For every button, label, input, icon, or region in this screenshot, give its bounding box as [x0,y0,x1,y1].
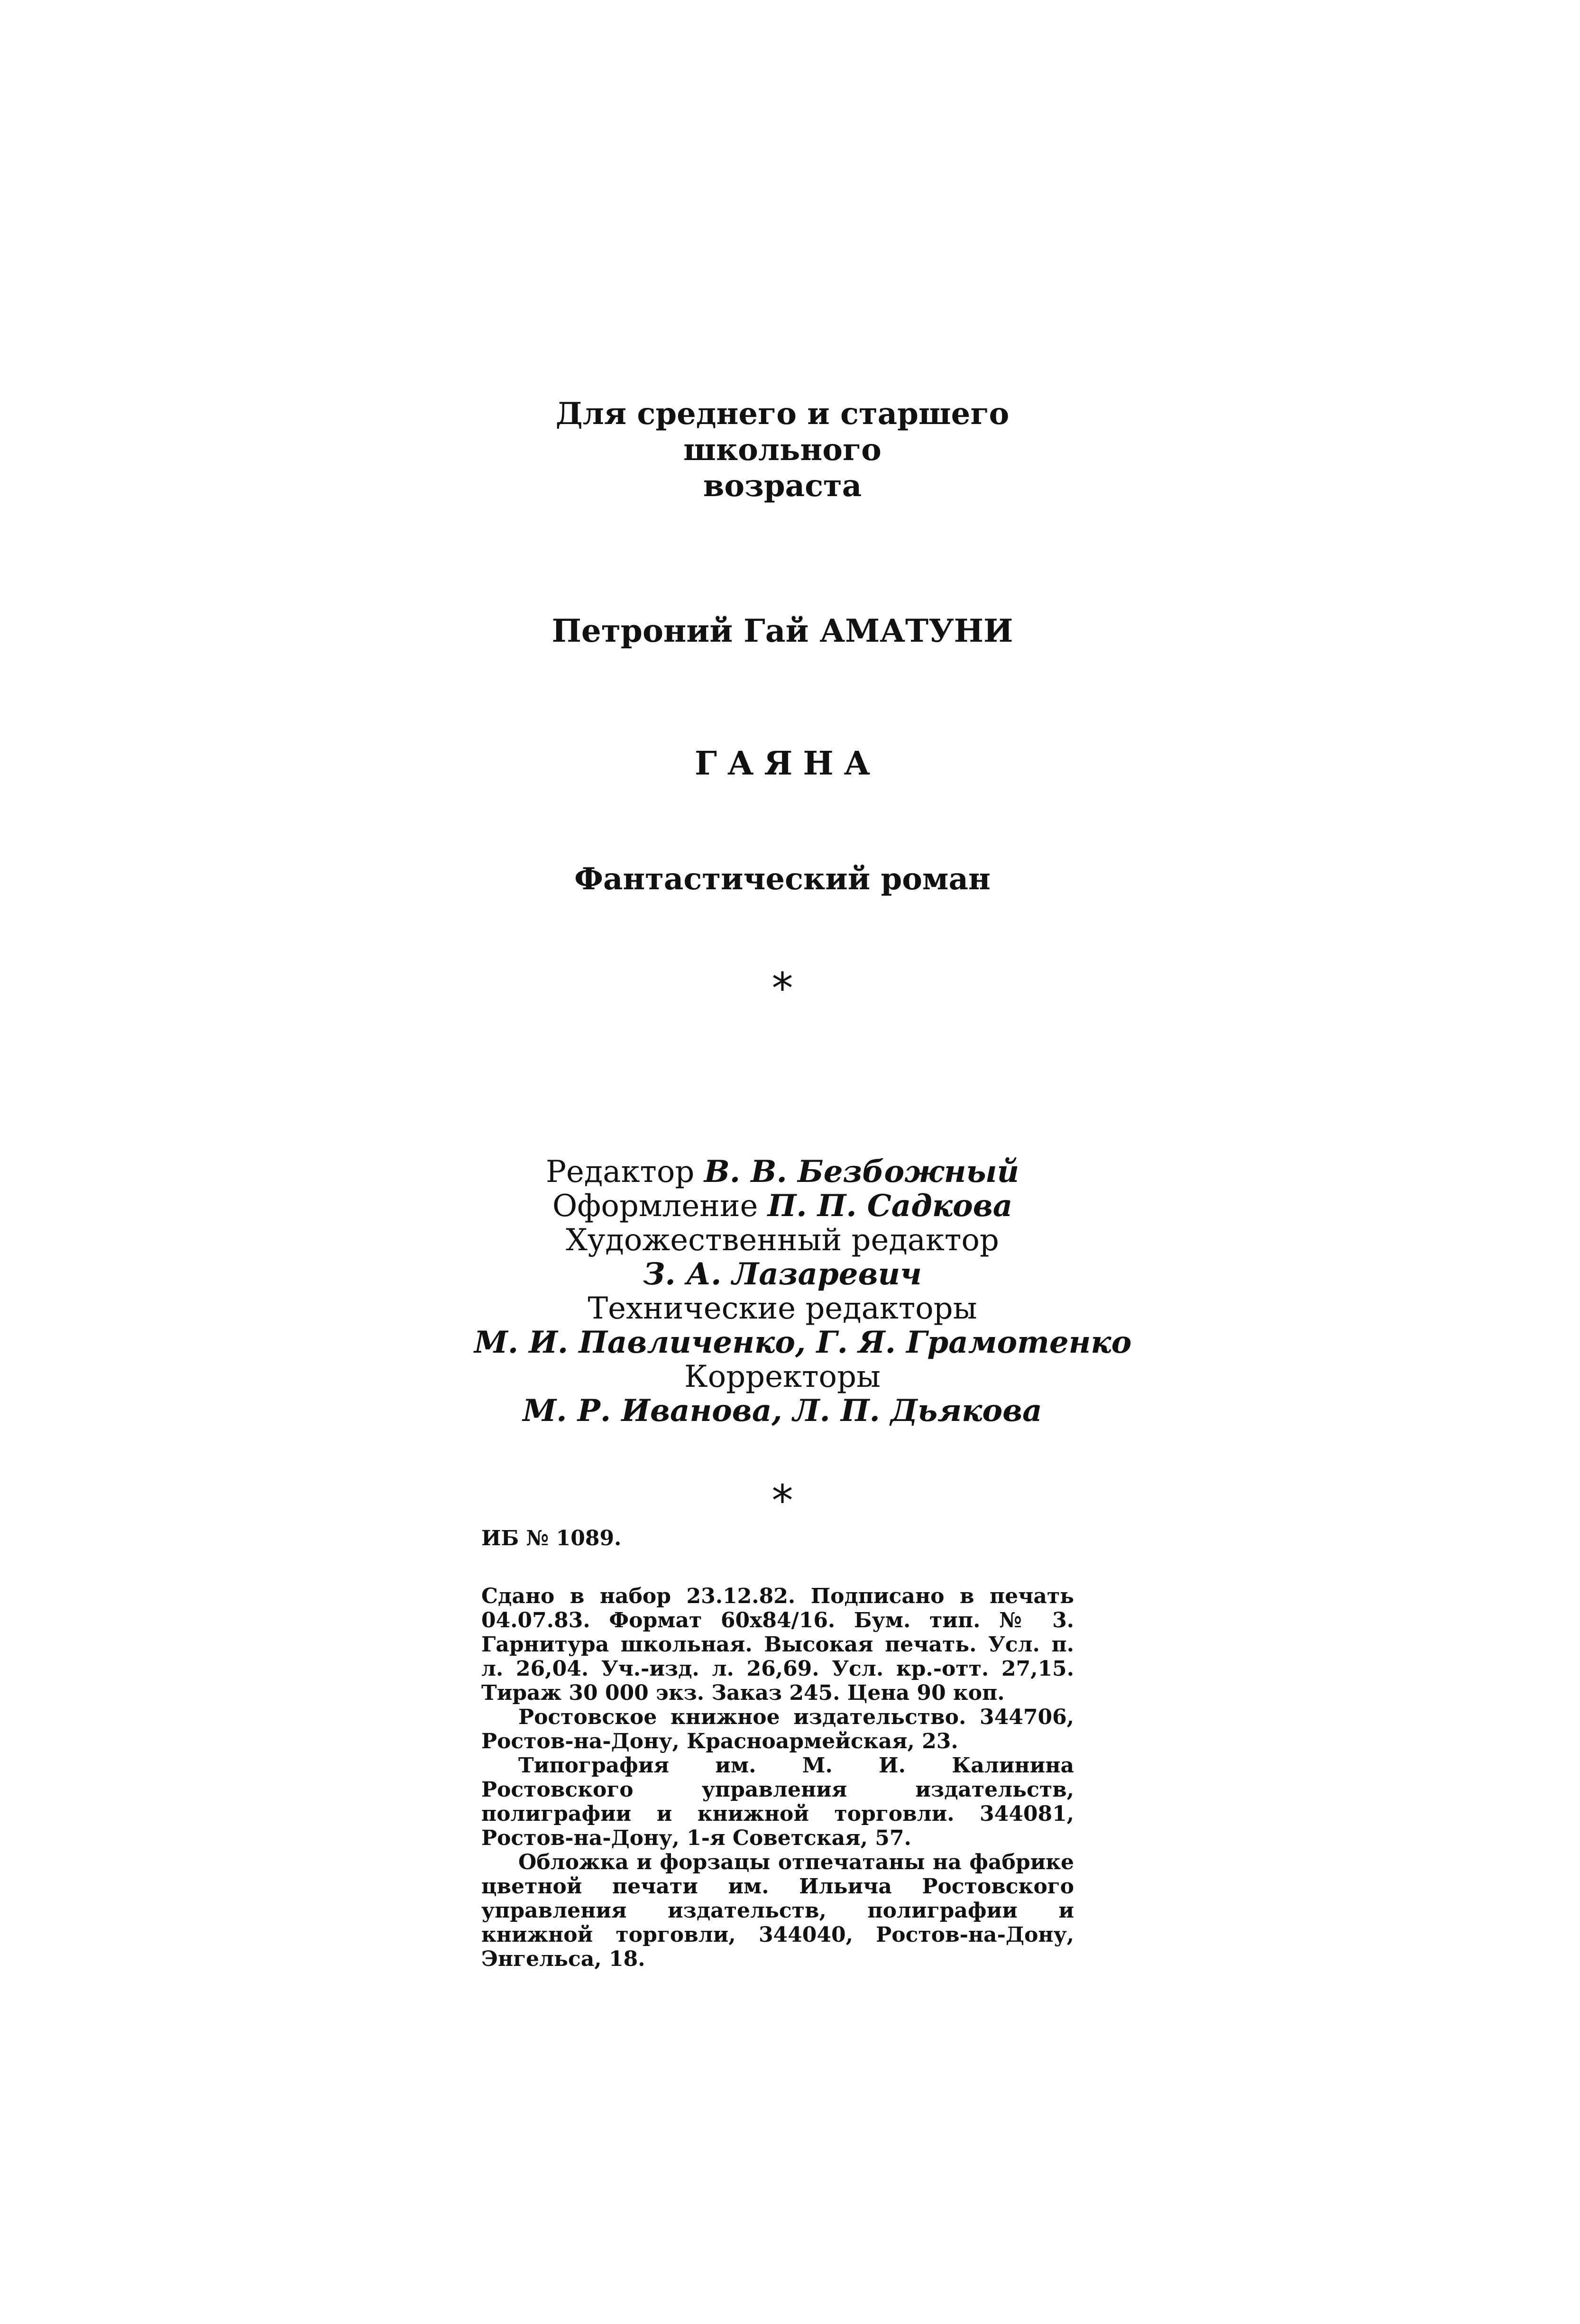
proofreaders-names: М. Р. Иванова, Л. П. Дьякова [523,1393,1042,1429]
audience-note [474,396,1091,504]
design-name: П. П. Садкова [767,1188,1013,1224]
book-genre: Фантастический роман [574,861,991,897]
separator-asterisk-2: * [772,1476,793,1526]
printing-house-info: Типография им. М. И. Калинина Ростовского управления издательств, полиграфии и книжной торговли. 344081, Ростов-на-Дону, 1-я Советская, 57. [481,1753,1074,1850]
audience-line-1: Для среднего и старшего школьного [555,396,1010,468]
separator-asterisk: * [772,964,793,1014]
author-name: Петроний Гай АМАТУНИ [551,612,1013,649]
editor-name: В. В. Безбожный [704,1154,1020,1190]
imprint-details [481,1584,1074,1971]
proofreaders-label: Корректоры [684,1359,881,1394]
ib-number: ИБ № 1089. [481,1526,622,1550]
editor-label: Редактор [545,1154,695,1190]
design-line [474,1189,1091,1223]
design-label: Оформление [552,1189,758,1224]
cover-printing-info: Обложка и форзацы отпечатаны на фабрике цветной печати им. Ильича Ростовского управления издательств, полиграфии и книжной торговли, 344040, Ростов-на-Дону, Энгельса, 18. [481,1850,1074,1971]
tech-editors-names: М. И. Павличенко, Г. Я. Грамотенко [474,1325,1132,1360]
tech-editors-label: Технические редакторы [588,1291,977,1326]
audience-line-2: возраста [703,468,862,504]
art-editor-label: Художественный редактор [566,1223,999,1258]
art-editor-name: З. А. Лазаревич [643,1256,922,1292]
print-details: Сдано в набор 23.12.82. Подписано в печать 04.07.83. Формат 60х84/16. Бум. тип. № 3. Гарнитура школьная. Высокая печать. Усл. п. л. 26,04. Уч.-изд. л. 26,69. Усл. кр.-отт. 27,15. Тираж 30 000 экз. Заказ 245. Цена 90 коп. [481,1584,1074,1705]
book-title: ГАЯНА [695,745,881,783]
editor-line [474,1155,1091,1189]
credits [474,1154,1132,1429]
publisher-info: Ростовское книжное издательство. 344706, Ростов-на-Дону, Красноармейская, 23. [481,1705,1074,1753]
